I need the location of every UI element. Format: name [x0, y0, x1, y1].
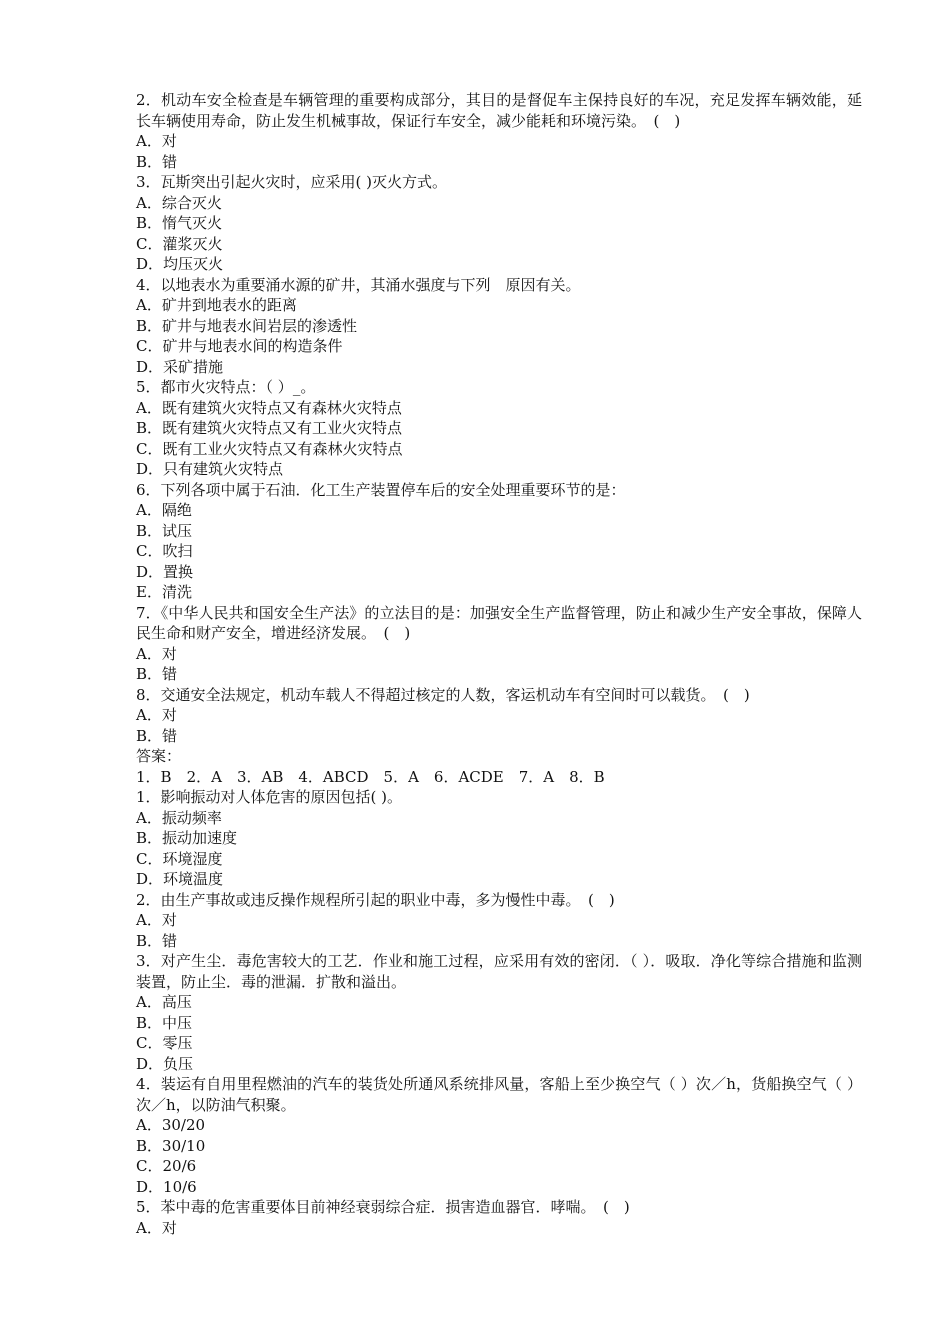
option-b: B．既有建筑火灾特点又有工业火灾特点: [136, 419, 403, 437]
option-d: D．均压灭火: [136, 255, 224, 273]
question-7-text: 7．《中华人民共和国安全生产法》的立法目的是：加强安全生产监督管理，防止和减少生产安全事故，保障人民生命和财产安全，增进经济发展。 ( ): [136, 603, 862, 642]
option-e: E．清洗: [136, 583, 192, 601]
option-b: B．试压: [136, 521, 193, 540]
answers-heading: 答案：: [136, 747, 182, 765]
option-c: C．既有工业火灾特点又有森林火灾特点: [136, 439, 403, 458]
option-a: A．对: [136, 706, 177, 724]
option-c: C．灌浆灭火: [136, 234, 223, 253]
option-d: D．采矿措施: [136, 357, 224, 376]
option-b: B．错: [136, 726, 178, 745]
question-5-text: 5．苯中毒的危害重要体目前神经衰弱综合症．损害造血器官．哮喘。 ( ): [136, 1198, 630, 1216]
question-2-text: 2．机动车安全检查是车辆管理的重要构成部分，其目的是督促车主保持良好的车况，充足发挥车辆效能，延长车辆使用寿命，防止发生机械事故，保证行车安全，减少能耗和环境污染。 ( ): [136, 91, 862, 130]
option-c: C．零压: [136, 1034, 193, 1052]
option-a: A．综合灭火: [136, 193, 222, 212]
option-a: A．对: [136, 132, 177, 150]
option-c: C．20/6: [136, 1157, 197, 1175]
question-5-text: 5．都市火灾特点：（ ）_。: [136, 378, 316, 396]
option-b: B．错: [136, 931, 178, 950]
option-b: B．惰气灭火: [136, 214, 223, 232]
option-a: A．振动频率: [136, 808, 222, 827]
option-c: C．环境湿度: [136, 849, 223, 868]
option-b: B．30/10: [136, 1136, 206, 1155]
option-c: C．矿井与地表水间的构造条件: [136, 337, 343, 355]
option-d: D．环境温度: [136, 870, 224, 888]
answers-list: 1．B 2．A 3．AB 4．ABCD 5．A 6．ACDE 7．A 8．B: [136, 767, 605, 786]
question-2-text: 2．由生产事故或违反操作规程所引起的职业中毒，多为慢性中毒。 ( ): [136, 890, 615, 909]
option-a: A．对: [136, 911, 177, 929]
question-4-text: 4．以地表水为重要涌水源的矿井，其涌水强度与下列 原因有关。: [136, 275, 581, 294]
option-d: D．只有建筑火灾特点: [136, 460, 284, 478]
option-a: A．对: [136, 644, 177, 663]
option-b: B．中压: [136, 1013, 193, 1032]
document-page: [136, 90, 862, 1238]
option-d: D．置换: [136, 562, 194, 581]
option-d: D．10/6: [136, 1177, 197, 1196]
option-d: D．负压: [136, 1054, 194, 1073]
option-b: B．错: [136, 665, 178, 683]
question-1-text: 1．影响振动对人体危害的原因包括( )。: [136, 788, 403, 806]
option-c: C．吹扫: [136, 542, 193, 560]
option-a: A．隔绝: [136, 501, 192, 519]
option-a: A．高压: [136, 993, 192, 1011]
option-a: A．30/20: [136, 1116, 206, 1134]
option-b: B．振动加速度: [136, 829, 238, 847]
question-8-text: 8．交通安全法规定，机动车载人不得超过核定的人数，客运机动车有空间时可以载货。 ( ): [136, 685, 750, 704]
option-b: B．错: [136, 152, 178, 171]
option-b: B．矿井与地表水间岩层的渗透性: [136, 316, 358, 335]
option-a: A．既有建筑火灾特点又有森林火灾特点: [136, 398, 402, 417]
option-a: A．矿井到地表水的距离: [136, 296, 297, 314]
option-a: A．对: [136, 1218, 177, 1237]
question-6-text: 6．下列各项中属于石油．化工生产装置停车后的安全处理重要环节的是：: [136, 480, 626, 499]
question-3-text: 3．对产生尘．毒危害较大的工艺．作业和施工过程，应采用有效的密闭．（ ）．吸取．净化等综合措施和监测装置，防止尘．毒的泄漏．扩散和溢出。: [136, 952, 862, 991]
question-3-text: 3．瓦斯突出引起火灾时，应采用( )灭火方式。: [136, 173, 448, 191]
question-4-text: 4．装运有自用里程燃油的汽车的装货处所通风系统排风量，客船上至少换空气（ ）次／h，货船换空气（ ）次／h，以防油气积聚。: [136, 1075, 862, 1114]
